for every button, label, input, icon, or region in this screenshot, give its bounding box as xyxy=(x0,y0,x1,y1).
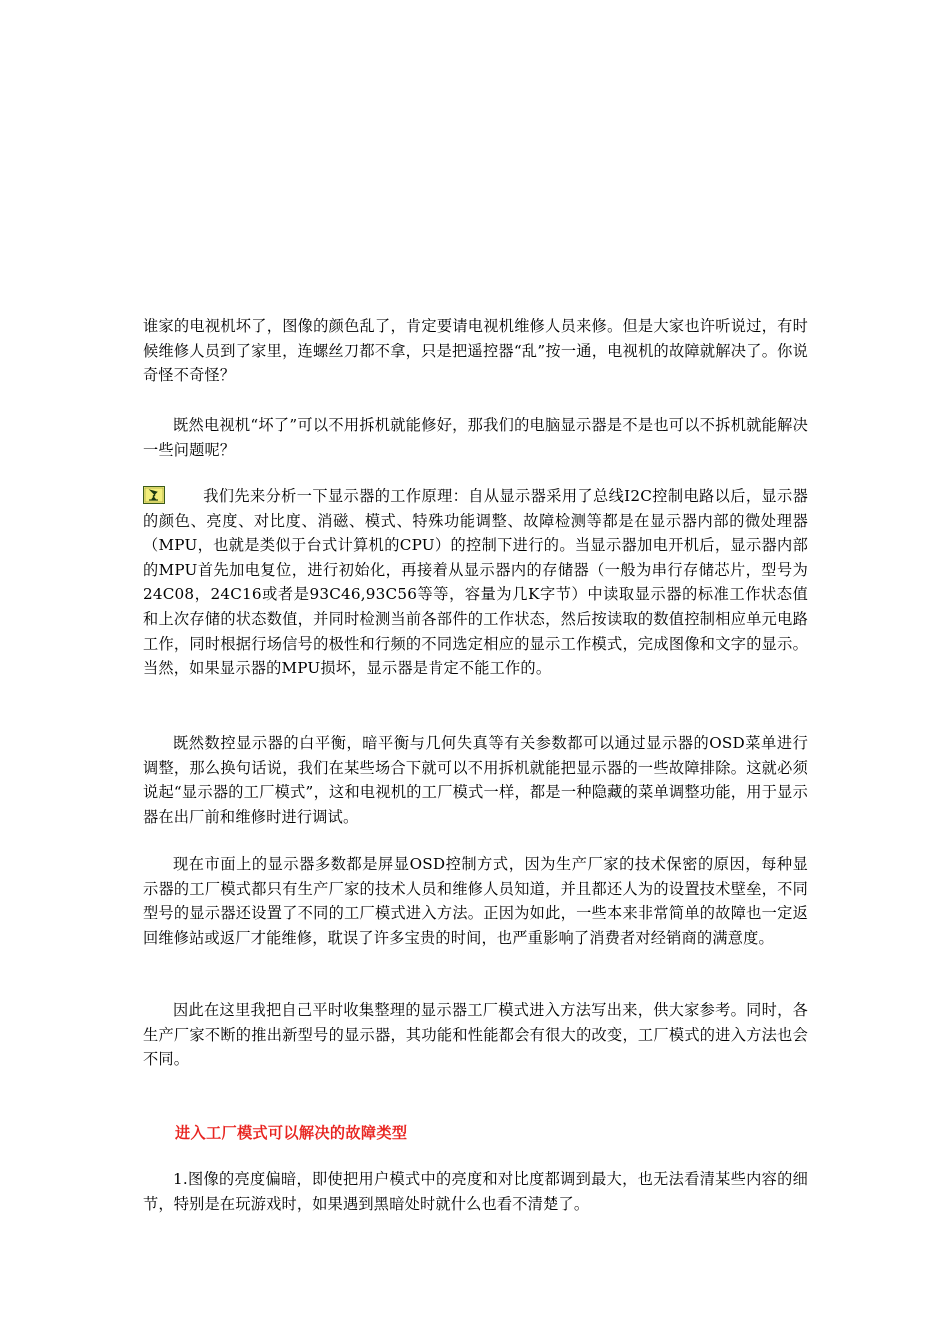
paragraph-osd-adjustment: 既然数控显示器的白平衡，暗平衡与几何失真等有关参数都可以通过显示器的OSD菜单进行调整，那么换句话说，我们在某些场合下就可以不用拆机就能把显示器的一些故障排除。这就必须说起“显示器的工厂模式”，这和电视机的工厂模式一样，都是一种隐藏的菜单调整功能，用于显示器在出厂前和维修时进行调试。 xyxy=(143,734,808,826)
paragraph-working-principle-text: 我们先来分析一下显示器的工作原理：自从显示器采用了总线I2C控制电路以后，显示器的颜色、亮度、对比度、消磁、模式、特殊功能调整、故障检测等都是在显示器内部的微处理器（MPU，也就是类似于台式计算机的CPU）的控制下进行的。当显示器加电开机后，显示器内部的MPU首先加电复位，进行初始化，再接着从显示器内的存储器（一般为串行存储芯片，型号为24C08，24C16或者是93C46,93C56等等，容量为几K字节）中读取显示器的标准工作状态值和上次存储的状态数值，并同时检测当前各部件的工作状态，然后按读取的数值控制相应单元电路工作，同时根据行场信号的极性和行频的不同选定相应的显示工作模式，完成图像和文字的显示。当然，如果显示器的MPU损坏，显示器是肯定不能工作的。 xyxy=(143,487,808,678)
paragraph-working-principle xyxy=(143,484,808,681)
paragraph-intro: 谁家的电视机坏了，图像的颜色乱了，肯定要请电视机维修人员来修。但是大家也许听说过，有时候维修人员到了家里，连螺丝刀都不拿，只是把遥控器“乱”按一通，电视机的故障就解决了。你说奇怪不奇怪？ xyxy=(143,317,808,385)
paragraph-fault-item-1: 1.图像的亮度偏暗，即使把用户模式中的亮度和对比度都调到最大，也无法看清某些内容的细节，特别是在玩游戏时，如果遇到黑暗处时就什么也看不清楚了。 xyxy=(143,1170,808,1213)
paragraph-purpose: 因此在这里我把自己平时收集整理的显示器工厂模式进入方法写出来，供大家参考。同时，各生产厂家不断的推出新型号的显示器，其功能和性能都会有很大的改变，工厂模式的进入方法也会不同。 xyxy=(143,1001,808,1069)
paragraph-market-situation: 现在市面上的显示器多数都是屏显OSD控制方式，因为生产厂家的技术保密的原因，每种显示器的工厂模式都只有生产厂家的技术人员和维修人员知道，并且都还人为的设置技术壁垒，不同型号的显示器还设置了不同的工厂模式进入方法。正因为如此，一些本来非常简单的故障也一定返回维修站或返厂才能维修，耽误了许多宝贵的时间，也严重影响了消费者对经销商的满意度。 xyxy=(143,855,808,947)
paragraph-question: 既然电视机“坏了”可以不用拆机就能修好，那我们的电脑显示器是不是也可以不拆机就能解决一些问题呢？ xyxy=(143,416,808,459)
pencil-note-icon xyxy=(143,486,165,504)
section-heading: 进入工厂模式可以解决的故障类型 xyxy=(175,1124,408,1142)
